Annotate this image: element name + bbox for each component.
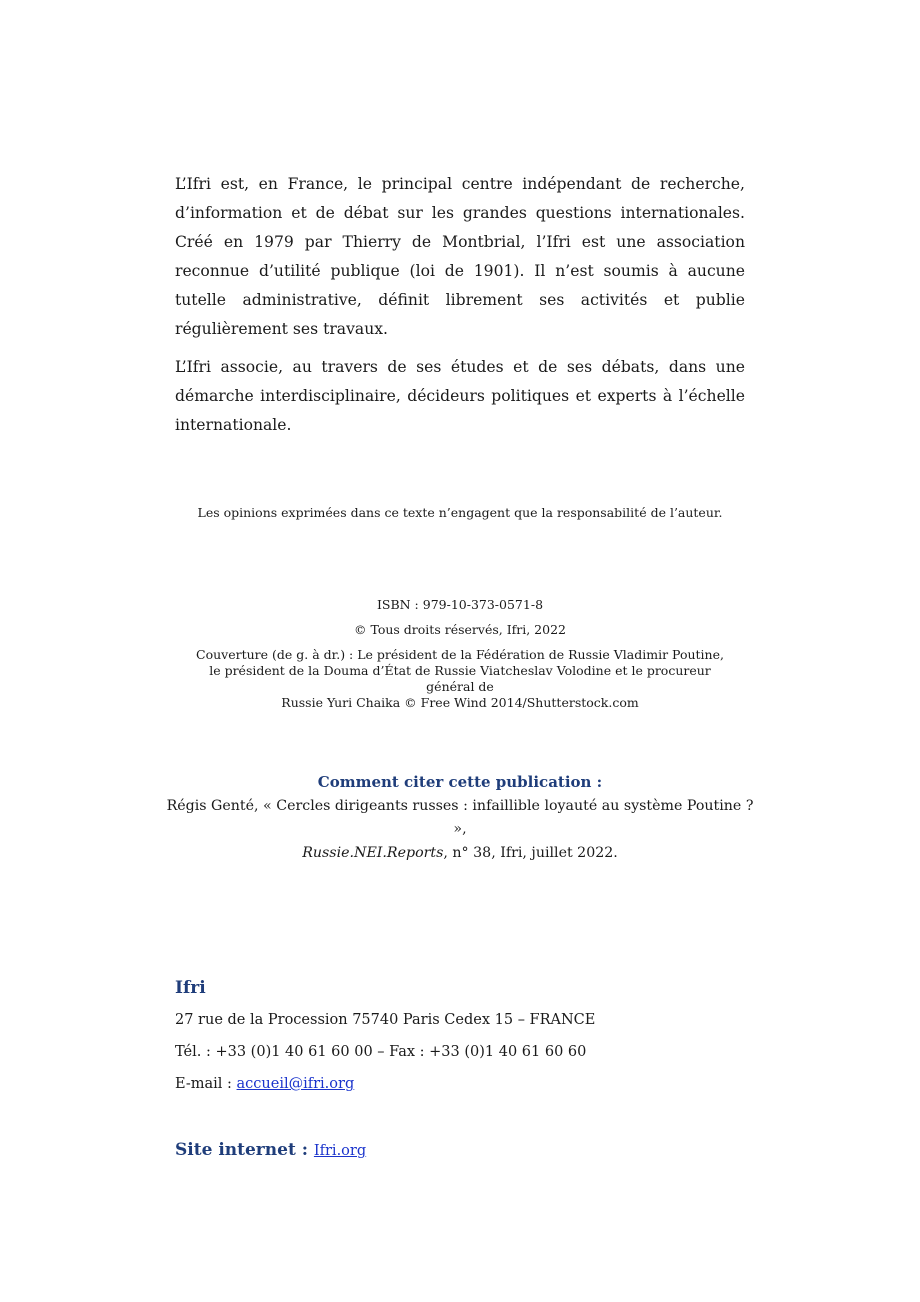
disclaimer: Les opinions exprimées dans ce texte n’engagent que la responsabilité de l’auteur. — [197, 505, 723, 520]
citation-publication: Russie.NEI.Reports — [302, 844, 444, 861]
email-link[interactable]: accueil@ifri.org — [236, 1076, 355, 1092]
intro-paragraph-1: L’Ifri est, en France, le principal centre indépendant de recherche, d’information et de débat sur les grandes questions internationales. Créé en 1979 par Thierry de Montbrial, l’Ifri est une association reconnue d’utilité publique (loi de 1901). Il n’est soumis à aucune tutelle administrative, définit librement ses activités et publie régulièrement ses travaux. — [175, 175, 745, 338]
address: 27 rue de la Procession 75740 Paris Cedex 15 – FRANCE — [175, 1012, 596, 1028]
email-line — [175, 1074, 775, 1094]
website-line — [175, 1140, 366, 1160]
citation-details: , n° 38, Ifri, juillet 2022. — [443, 844, 618, 861]
citation-block — [160, 771, 760, 865]
cover-credit-line: le président de la Douma d’État de Russie Viatcheslav Volodine et le procureur général de — [209, 663, 711, 694]
copyright: © Tous droits réservés, Ifri, 2022 — [354, 622, 566, 637]
citation-line-2 — [160, 842, 760, 866]
isbn: ISBN : 979-10-373-0571-8 — [376, 597, 544, 612]
citation-line-1: Régis Genté, « Cercles dirigeants russes : infaillible loyauté au système Poutine ? », — [166, 797, 754, 837]
website-link[interactable]: Ifri.org — [313, 1143, 367, 1159]
cover-credit-line: Couverture (de g. à dr.) : Le président de la Fédération de Russie Vladimir Poutine, — [196, 647, 724, 662]
contact-block — [175, 978, 775, 1106]
website-label: Site internet : — [175, 1140, 314, 1160]
cover-credit — [185, 647, 735, 711]
isbn-block — [0, 596, 920, 639]
citation-title: Comment citer cette publication : — [317, 773, 603, 791]
intro-text — [175, 170, 745, 449]
cover-credit-line: Russie Yuri Chaika © Free Wind 2014/Shutterstock.com — [281, 695, 639, 710]
org-name: Ifri — [175, 978, 206, 998]
intro-paragraph-2: L’Ifri associe, au travers de ses études et de ses débats, dans une démarche interdisciplinaire, décideurs politiques et experts à l’échelle internationale. — [175, 358, 745, 434]
phone-fax: Tél. : +33 (0)1 40 61 60 00 – Fax : +33 (0)1 40 61 60 60 — [175, 1044, 587, 1060]
email-label: E-mail : — [175, 1076, 237, 1092]
